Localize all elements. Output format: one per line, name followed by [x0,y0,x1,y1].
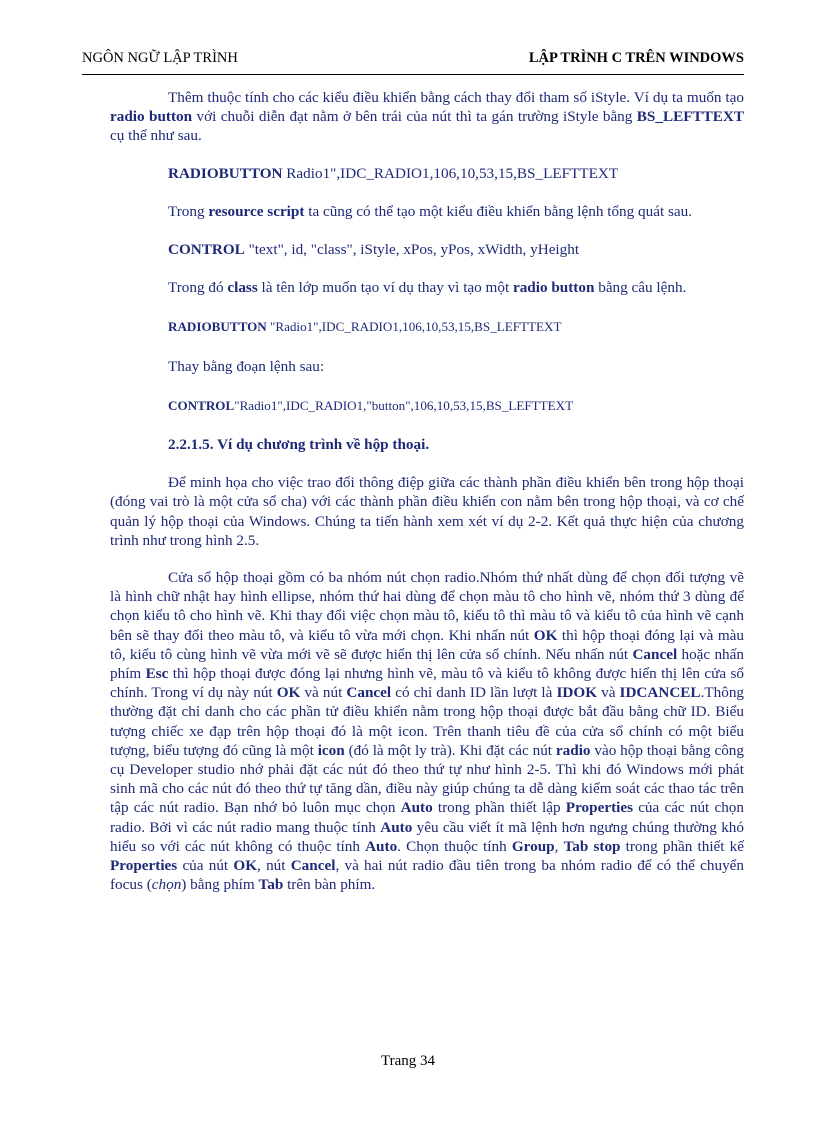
bold-run: Tab stop [563,837,621,855]
bold-run: IDCANCEL [619,684,701,702]
text-run: yêu cầu viết ít mã lệnh hơn ngưng chúng thường khó hiểu so với các nút không có thuộc tính [110,818,744,855]
bold-run: resource script [208,202,305,220]
text-run: , [554,837,564,855]
bold-run: Auto [365,837,398,855]
text-run: thì hộp thoại được đóng lại nhưng hình vẽ, màu tô và kiểu tô không được hiển thị lên cửa sổ chính. Trong ví dụ này nút [110,665,744,702]
bold-run: icon [317,741,345,759]
paragraph-replace: Thay bằng đoạn lệnh sau: [168,357,325,375]
text-run: và nút [300,684,347,702]
text-run: là tên lớp muốn tạo ví dụ thay vì tạo một [257,279,513,297]
text-run: Trong đó [168,279,228,297]
paragraph-resource-script [168,202,744,221]
bold-run: Cancel [346,684,392,702]
bold-run: Auto [400,799,433,817]
code-args: "Radio1",IDC_RADIO1,"button",106,10,53,15,BS_LEFTTEXT [234,397,574,413]
text-run: bằng câu lệnh. [594,279,687,297]
bold-run: Cancel [290,857,336,875]
text-run: trong phần thiết lập [432,799,566,817]
code-keyword: CONTROL [168,397,235,413]
bold-run: Properties [110,857,178,875]
page-body [110,88,744,895]
code-args: "text", id, "class", iStyle, xPos, yPos, xWidth, yHeight [244,241,580,259]
bold-run: Tab [258,876,284,894]
page-header [82,50,744,72]
header-left-title: NGÔN NGỮ LẬP TRÌNH [82,50,238,66]
code-keyword: RADIOBUTTON [168,164,283,182]
bold-run: radio button [512,279,595,297]
code-args: "Radio1",IDC_RADIO1,106,10,53,15,BS_LEFTTEXT [266,319,562,335]
section-heading: 2.2.1.5. Ví dụ chương trình về hộp thoại. [168,436,430,454]
bold-run: radio button [110,108,193,126]
text-run: trong phần thiết kế [620,837,744,855]
bold-run: Esc [145,665,169,683]
bold-run: OK [276,684,301,702]
text-run: . Chọn thuộc tính [397,837,512,855]
bold-run: OK [533,626,558,644]
text-run: có chỉ danh ID lần lượt là [391,684,557,702]
text-run: thì hộp thoại đóng lại và màu tô, kiểu tô cùng hình vẽ vừa mới vẽ sẽ được hiển thị lên cửa sổ chính. Nếu nhấn nút [110,626,744,663]
italic-run: chọn [151,876,182,894]
text-run: .Thông thường đặt chỉ danh cho các phần tử điều khiển nằm trong hộp thoại được bắt đầu bằng chữ ID. Biểu tượng chiếc xe đạp trên hộp thoại đó là một icon. Trên thanh tiêu đề của cửa sổ chính có một biểu tượng, biểu tượng đó cũng là một [110,684,745,759]
header-rule [82,74,744,75]
code-keyword: CONTROL [168,241,245,259]
bold-run: Auto [380,818,413,836]
bold-run: class [227,279,258,297]
paragraph-istyle [110,88,744,146]
text-run: ) bằng phím [181,876,259,894]
bold-run: Properties [565,799,633,817]
bold-run: Cancel [632,645,678,663]
bold-run: IDOK [556,684,598,702]
code-control-general [168,240,744,259]
code-control-button [168,396,744,415]
code-args: Radio1",IDC_RADIO1,106,10,53,15,BS_LEFTTEXT [282,164,619,182]
text-run: Thêm thuộc tính cho các kiểu điều khiển bằng cách thay đổi tham số iStyle. Ví dụ ta muốn tạo [168,89,744,106]
code-radiobutton-1 [168,164,744,183]
code-radiobutton-2 [168,317,744,336]
bold-run: radio [555,741,591,759]
text-run: , và hai nút radio đầu tiên trong ba nhóm radio để có thể chuyển focus ( [110,857,744,894]
bold-run: BS_LEFTTEXT [636,108,744,126]
text-run: với chuỗi diễn đạt nằm ở bên trái của nút thì ta gán trường iStyle bằng [192,108,637,126]
text-run: của nút [177,857,234,875]
page-number: Trang 34 [380,1053,436,1069]
code-keyword: RADIOBUTTON [168,319,267,335]
paragraph-dialog-description [110,568,744,894]
text-run: vào hộp thoại bằng công cụ Developer studio nhớ phải đặt các nút đó theo thứ tự như hình 2-5. Thì khi đó Windows mới phát sinh mã cho các nút đó theo thứ tự tăng dần, điều này giúp chúng ta dễ dàng kiểm soát các thao tác trên tập các nút radio. Bạn nhớ bỏ luôn mục chọn [110,741,744,817]
paragraph-example-intro: Để minh họa cho việc trao đổi thông điệp giữa các thành phần điều khiển bên trong hộp thoại (đóng vai trò là một cửa sổ cha) với các thành phần điều khiển con nằm bên trong hộp thoại, và cơ chế quản lý hộp thoại của Windows. Chúng ta tiến hành xem xét ví dụ 2-2. Kết quả thực hiện của chương trình như trong hình 2.5. [110,474,744,549]
text-run: (đó là một ly trà). Khi đặt các nút [344,741,556,759]
text-run: Cửa sổ hộp thoại gồm có ba nhóm nút chọn radio.Nhóm thứ nhất dùng để chọn đối tượng vẽ là hình chữ nhật hay hình ellipse, nhóm thứ hai dùng để chọn màu tô cho hình vẽ, nhóm thứ 3 dùng để chọn kiểu tô cho hình vẽ. Khi thay đổi việc chọn màu tô, kiểu tô thì màu tô và kiểu tô của hình vẽ cạnh bên sẽ thay đổi theo màu tô, và kiểu tô vừa mới chọn. Khi nhấn nút [110,569,744,644]
text-run: và [597,684,620,702]
text-run: Trong [168,202,209,220]
text-run: cụ thể như sau. [110,127,202,145]
bold-run: OK [233,857,258,875]
bold-run: Group [511,837,555,855]
text-run: , nút [257,857,291,875]
text-run: hoặc nhấn phím [110,645,744,683]
header-right-title: LẬP TRÌNH C TRÊN WINDOWS [528,50,744,66]
text-run: của các nút chọn radio. Bởi vì các nút radio mang thuộc tính [110,799,744,836]
text-run: ta cũng có thể tạo một kiểu điều khiển bằng lệnh tổng quát sau. [304,202,693,220]
text-run: trên bàn phím. [283,876,376,894]
paragraph-class [168,278,744,297]
